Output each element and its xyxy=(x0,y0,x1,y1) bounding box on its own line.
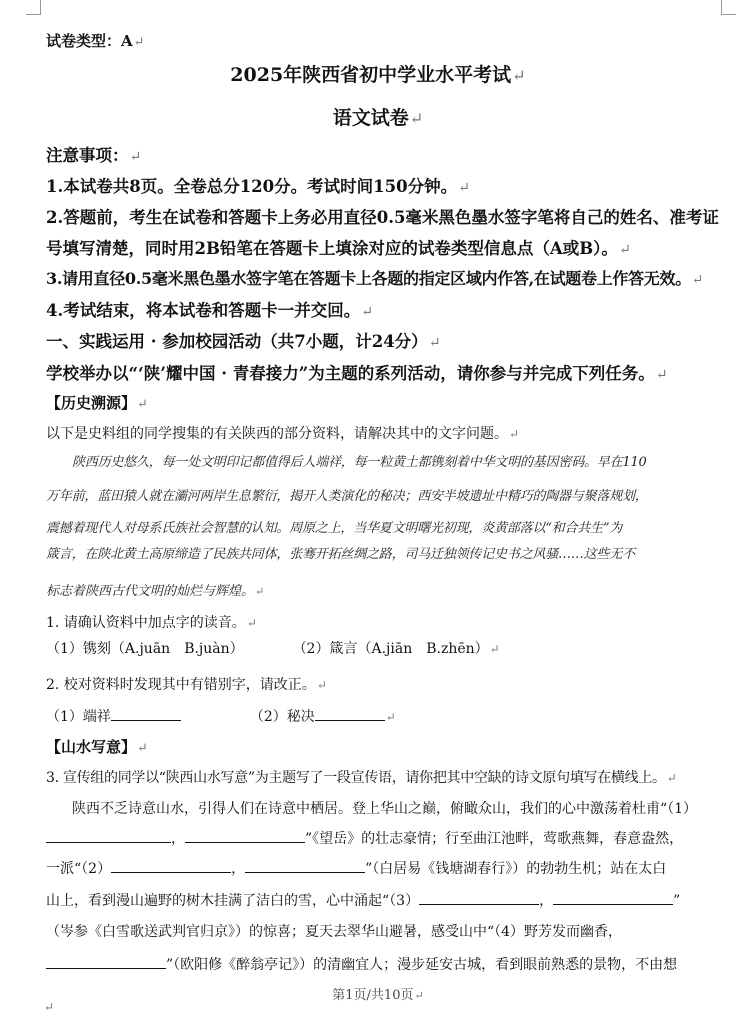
landscape-heading: 【山水写意】↵ xyxy=(46,738,148,756)
notice-item: 1.本试卷共8页。全卷总分120分。考试时间150分钟。↵ xyxy=(46,177,470,196)
paragraph-mark-icon: ↵ xyxy=(44,1000,55,1014)
notice-item: 4.考试结束，将本试卷和答题卡一并交回。↵ xyxy=(46,301,373,320)
question-1-option: （2）箴言（A.jiān B.zhēn） xyxy=(292,641,489,657)
history-passage-line: 箴言，在陕北黄土高原缔造了民族共同体，张骞开拓丝绸之路，司马迁独领传记史书之风骚……这些无不 xyxy=(46,547,635,562)
answer-blank[interactable] xyxy=(419,890,539,905)
landscape-passage-line: （岑参《白雪歌送武判官归京》）的惊喜；夏天去翠华山避暑，感受山中“（4）野芳发而幽香， xyxy=(46,924,623,940)
question-3: 3. 宣传组的同学以“陕西山水写意”为主题写了一段宣传语，请你把其中空缺的诗文原句填写在横线上。↵ xyxy=(46,770,677,786)
answer-blank[interactable] xyxy=(46,954,166,969)
landscape-passage-line: 山上，看到漫山遍野的树木挂满了洁白的雪，心中涌起“（3） ， ” xyxy=(46,890,716,910)
answer-blank[interactable] xyxy=(111,858,231,873)
history-passage-line: 万年前，蓝田猿人就在灞河两岸生息繁衍，揭开人类演化的秘决；西安半坡遗址中精巧的陶器与聚落规划， xyxy=(46,489,648,504)
page-subtitle: 语文试卷↵ xyxy=(332,107,424,129)
history-intro: 以下是史料组的同学搜集的有关陕西的部分资料，请解决其中的文字问题。↵ xyxy=(46,426,519,442)
notice-item: 号填写清楚，同时用2B铅笔在答题卡上填涂对应的试卷类型信息点（A或B）。↵ xyxy=(46,239,631,258)
history-passage-line: 标志着陕西古代文明的灿烂与辉煌。↵ xyxy=(46,584,265,599)
crop-mark-top-right xyxy=(721,0,736,15)
page-number: 第1页/共10页↵ xyxy=(332,988,424,1003)
history-passage-line: 陕西历史悠久，每一处文明印记都值得后人端祥，每一粒黄土都镌刻着中华文明的基因密码。早在110 xyxy=(72,455,647,470)
exam-type: 试卷类型：A↵ xyxy=(46,32,145,50)
answer-blank[interactable] xyxy=(185,828,305,843)
answer-blank[interactable] xyxy=(553,890,673,905)
crop-mark-top-left xyxy=(26,0,41,15)
question-1: 1. 请确认资料中加点字的读音。↵ xyxy=(46,615,257,631)
question-2-option: （1）端祥 xyxy=(46,709,111,725)
notice-item: 3.请用直径0.5毫米黑色墨水签字笔在答题卡上各题的指定区域内作答,在试题卷上作答无效。↵ xyxy=(46,269,704,288)
landscape-passage-line: 一派“（2） ， ”（白居易《钱塘湖春行》）的勃勃生机；站在太白 xyxy=(46,858,716,878)
landscape-passage-line: ”（欧阳修《醉翁亭记》）的清幽宜人；漫步延安古城，看到眼前熟悉的景物，不由想 xyxy=(46,954,716,974)
question-2-option: （2）秘决 xyxy=(249,709,315,725)
answer-blank[interactable] xyxy=(111,706,181,721)
landscape-passage-line: 陕西不乏诗意山水，引得人们在诗意中栖居。登上华山之巅，俯瞰众山，我们的心中激荡着杜甫“（1） xyxy=(72,801,698,817)
question-2: 2. 校对资料时发现其中有错别字，请改正。↵ xyxy=(46,677,327,693)
history-heading: 【历史溯源】↵ xyxy=(46,394,148,412)
question-2-options: （1）端祥 （2）秘决 ↵ xyxy=(46,706,716,726)
notice-item: 2.答题前，考生在试卷和答题卡上务必用直径0.5毫米黑色墨水签字笔将自己的姓名、准考证 xyxy=(46,208,719,227)
history-passage-line: 震撼着现代人对母系氏族社会智慧的认知。周原之上，当华夏文明曙光初现，炎黄部落以“和合共生”为 xyxy=(46,521,623,536)
page-title: 2025年陕西省初中学业水平考试↵ xyxy=(230,64,526,86)
landscape-passage-line: ， ”《望岳》的壮志豪情；行至曲江池畔，莺歌燕舞，春意盎然， xyxy=(46,828,716,848)
notice-heading: 注意事项：↵ xyxy=(46,146,142,165)
question-1-option: （1）镌刻（A.juān B.juàn） xyxy=(46,641,244,657)
answer-blank[interactable] xyxy=(245,858,365,873)
question-1-options: （1）镌刻（A.juān B.juàn） （2）箴言（A.jiān B.zhēn）↵ xyxy=(46,641,500,657)
answer-blank[interactable] xyxy=(46,828,171,843)
section-intro: 学校举办以“‘陕’耀中国 · 青春接力”为主题的系列活动，请你参与并完成下列任务。↵ xyxy=(46,364,668,383)
section-heading: 一、实践运用 · 参加校园活动（共7小题，计24分）↵ xyxy=(46,332,441,351)
answer-blank[interactable] xyxy=(315,706,385,721)
